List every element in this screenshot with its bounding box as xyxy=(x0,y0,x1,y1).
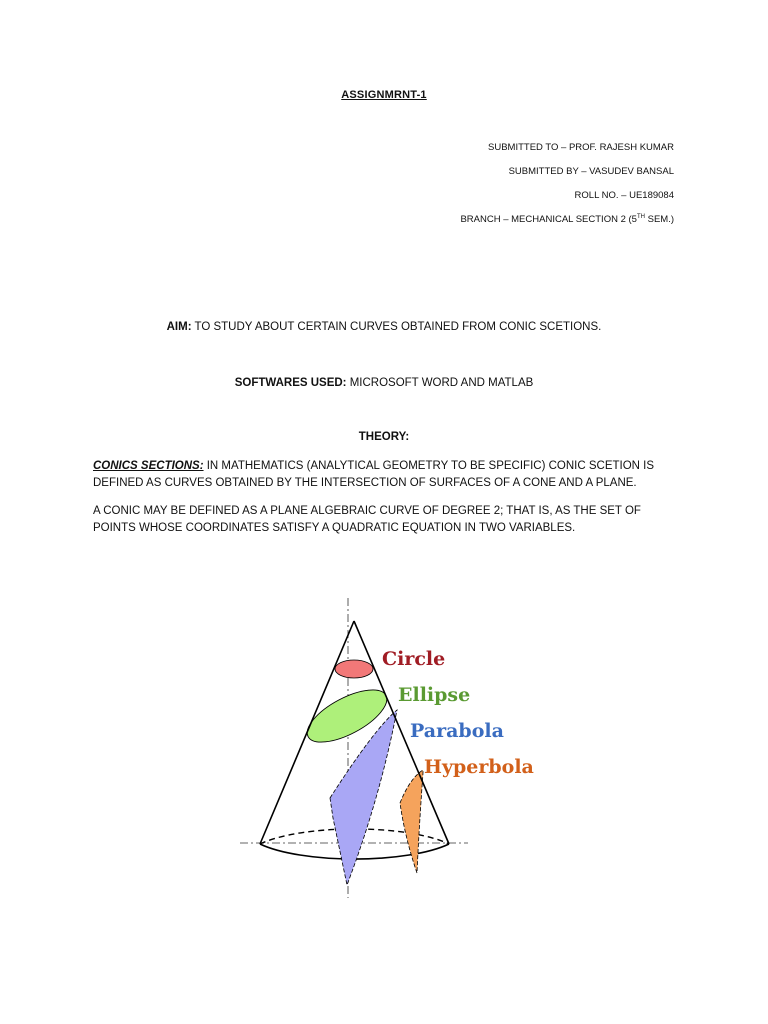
aim-line xyxy=(0,321,768,333)
branch-prefix: BRANCH – MECHANICAL SECTION 2 (5 xyxy=(460,214,637,226)
branch-superscript: TH xyxy=(636,214,645,220)
conic-sections-paragraph xyxy=(93,458,678,492)
assignment-title: ASSIGNMRNT-1 xyxy=(341,89,427,101)
hyperbola-label: Hyperbola xyxy=(424,756,534,778)
theory-heading-text: THEORY: xyxy=(358,431,410,443)
hyperbola-section xyxy=(400,770,423,873)
roll-number: ROLL NO. – UE189084 xyxy=(574,190,674,201)
plane-algebraic-curve-term: PLANE ALGEBRAIC CURVE xyxy=(270,505,420,517)
quadratic-equation-term: QUADRATIC EQUATION xyxy=(331,522,462,534)
aim-label: AIM: xyxy=(166,321,192,333)
conic-sections-figure xyxy=(230,598,540,903)
definition-part-a: A CONIC MAY BE DEFINED AS A xyxy=(93,505,271,517)
submitted-by: SUBMITTED BY – VASUDEV BANSAL xyxy=(508,166,674,177)
definition-part-e: IN TWO VARIABLES. xyxy=(461,522,576,534)
definition-part-c: OF DEGREE 2; THAT IS, AS THE SET OF POINTS WHOSE COORDINATES SATISFY A xyxy=(93,505,641,534)
aim-text: TO STUDY ABOUT CERTAIN CURVES OBTAINED FROM CONIC SCETIONS. xyxy=(191,321,602,333)
submitted-to: SUBMITTED TO – PROF. RAJESH KUMAR xyxy=(488,142,674,153)
branch-line xyxy=(460,214,674,225)
parabola-label: Parabola xyxy=(410,720,504,742)
conic-definition-paragraph xyxy=(93,503,678,537)
theory-heading xyxy=(0,431,768,443)
conic-sections-lead: CONICS SECTIONS: xyxy=(93,460,204,472)
circle-label: Circle xyxy=(382,648,446,670)
cone-diagram xyxy=(230,598,540,903)
software-line xyxy=(0,377,768,389)
branch-suffix: SEM.) xyxy=(644,214,674,226)
circle-section xyxy=(335,660,373,678)
conic-sections-text: IN MATHEMATICS (ANALYTICAL GEOMETRY TO BE SPECIFIC) CONIC SCETION IS DEFINED AS CURVES OBTAINED BY THE INTERSECTION OF SURFACES OF A CONE AND A PLANE. xyxy=(93,460,655,489)
ellipse-label: Ellipse xyxy=(398,684,471,706)
software-label: SOFTWARES USED: xyxy=(234,377,347,389)
software-text: MICROSOFT WORD AND MATLAB xyxy=(346,377,534,389)
